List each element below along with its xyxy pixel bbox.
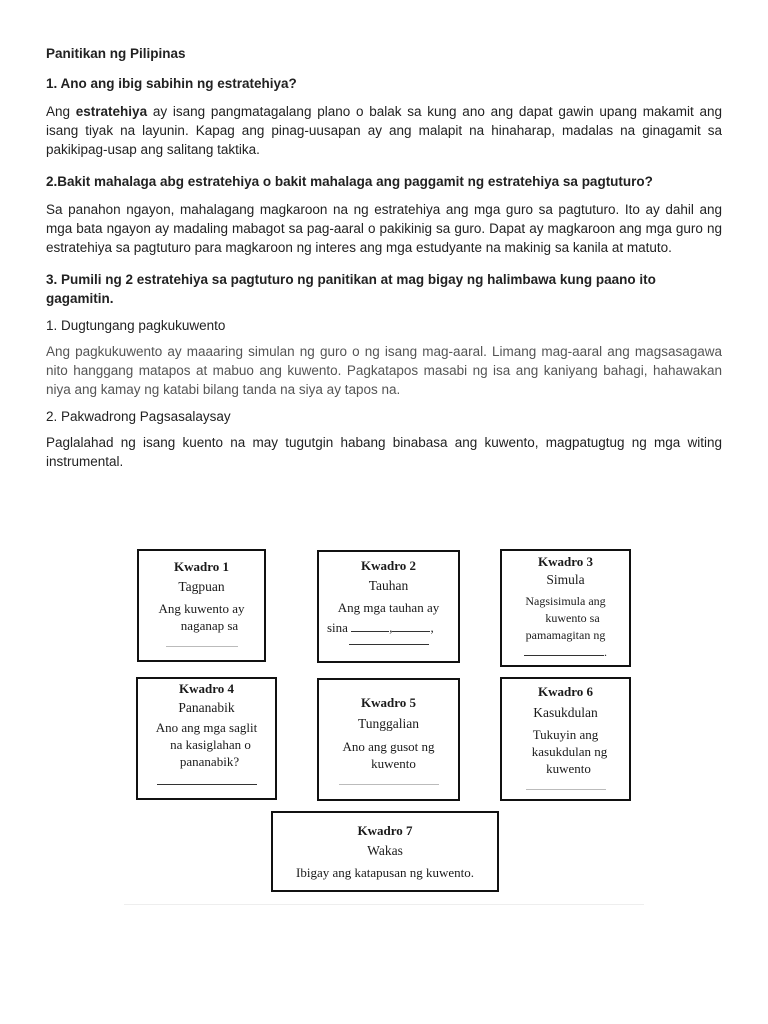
kwadro-1-blank: [166, 646, 238, 647]
answer-1: [46, 102, 722, 159]
kwadro-3-box: [500, 549, 631, 667]
kwadro-3-line-3: pamamagitan ng: [525, 628, 606, 642]
kwadro-2-line-2: [319, 619, 458, 636]
kwadro-2-line-1: Ang mga tauhan ay: [337, 600, 440, 615]
answer-1-pre: Ang: [46, 104, 76, 119]
kwadro-3-blank: [524, 655, 604, 656]
question-2: 2.Bakit mahalaga abg estratehiya o bakit mahalaga ang paggamit ng estratehiya sa pagtuturo?: [46, 174, 653, 189]
strategy-1-text: Ang pagkukuwento ay maaaring simulan ng guro o ng isang mag-aaral. Limang mag-aaral ang magsasagawa nito hanggang matapos at mabuo ang kuwento. Pagkatapos masabi ng isa ang kaniyang bahagi, hahawakan niya ang kamay ng katabi bilang tanda na siya ay tapos na.: [46, 344, 722, 397]
kwadro-1-name: Tagpuan: [178, 579, 225, 594]
kwadro-4-line-2: na kasiglahan o: [170, 737, 251, 752]
kwadro-6-line-2: kasukdulan ng: [531, 744, 608, 759]
kwadro-6-name: Kasukdulan: [533, 705, 598, 720]
kwadro-2-blank-a: [351, 631, 389, 632]
kwadro-4-line-3: pananabik?: [179, 754, 240, 769]
kwadro-1-line-1: Ang kuwento ay: [158, 601, 245, 616]
document-body: [46, 42, 722, 471]
kwadro-3-period: .: [604, 645, 607, 659]
kwadro-5-line-2: kuwento: [371, 756, 416, 771]
kwadro-4-blank: [157, 784, 257, 785]
kwadro-7-box: [271, 811, 499, 892]
kwadro-2-blank-b: [392, 631, 430, 632]
kwadro-6-box: [500, 677, 631, 801]
kwadro-2-comma-a: ,: [389, 620, 393, 635]
kwadro-1-heading: Kwadro 1: [173, 559, 229, 574]
kwadro-5-blank: [339, 784, 439, 785]
kwadro-6-heading: Kwadro 6: [537, 684, 593, 699]
kwadro-7-name: Wakas: [367, 843, 403, 858]
kwadro-3-name: Simula: [546, 572, 585, 587]
kwadro-3-line-1: Nagsisimula ang: [525, 594, 606, 608]
kwadro-3-line-2: kuwento sa: [545, 611, 600, 625]
kwadro-2-heading: Kwadro 2: [360, 558, 416, 573]
kwadro-4-heading: Kwadro 4: [178, 681, 234, 696]
kwadro-3-line-4: [502, 644, 629, 661]
kwadro-2-name: Tauhan: [368, 578, 409, 593]
kwadro-1-box: [137, 549, 266, 662]
strategy-2-title: 2. Pakwadrong Pagsasalaysay: [46, 409, 231, 424]
kwadro-5-heading: Kwadro 5: [360, 695, 416, 710]
strategy-2-text: Paglalahad ng isang kuento na may tugutgin habang binabasa ang kuwento, magpatugtug ng mga witing instrumental.: [46, 435, 722, 469]
document-title: Panitikan ng Pilipinas: [46, 46, 186, 61]
kwadro-7-heading: Kwadro 7: [357, 823, 413, 838]
kwadro-6-line-1: Tukuyin ang: [532, 727, 599, 742]
answer-1-post: ay isang pangmatagalang plano o balak sa kung ano ang dapat gawin upang makamit ang isang tiyak na layunin. Kapag ang pinag-uusapan ay ang malapit na hinaharap, madalas na ginagamit sa pakikipag-usap ang salitang taktika.: [46, 104, 722, 157]
kwadro-2-blank-c: [349, 644, 429, 645]
figure-bottom-rule: [124, 904, 644, 905]
strategy-1-title: 1. Dugtungang pagkukuwento: [46, 318, 226, 333]
kwadro-4-box: [136, 677, 277, 800]
kwadro-4-name: Pananabik: [178, 700, 235, 715]
kwadro-2-comma-b: ,: [430, 620, 434, 635]
kwadro-3-heading: Kwadro 3: [537, 554, 593, 569]
kwadro-1-line-2: naganap sa: [180, 618, 239, 633]
answer-2: Sa panahon ngayon, mahalagang magkaroon na ng estratehiya ang mga guro sa pagtuturo. Ito ay dahil ang mga bata ngayon ay madaling mabagot sa pag-aaral o pakikinig sa guro. Dapat ay magkaroon ang mga guro ng estratehiya sa pagtuturo para magkaroon ng interes ang mga estudyante na makinig sa kanila at matuto.: [46, 202, 722, 255]
kwadro-4-line-1: Ano ang mga saglit: [155, 720, 258, 735]
kwadro-7-line-1: Ibigay ang katapusan ng kuwento.: [296, 865, 474, 880]
answer-1-bold: estratehiya: [75, 104, 148, 119]
kwadro-5-name: Tunggalian: [357, 716, 419, 731]
kwadro-6-line-3: kuwento: [546, 761, 591, 776]
kwadro-5-box: [317, 678, 460, 801]
question-1: 1. Ano ang ibig sabihin ng estratehiya?: [46, 76, 297, 91]
question-3: 3. Pumili ng 2 estratehiya sa pagtuturo ng panitikan at mag bigay ng halimbawa kung paano ito gagamitin.: [46, 272, 656, 306]
kwadro-2-sina: sina: [327, 620, 348, 635]
kwadro-5-line-1: Ano ang gusot ng: [342, 739, 435, 754]
kwadro-6-blank: [526, 789, 606, 790]
kwadro-2-box: [317, 550, 460, 663]
